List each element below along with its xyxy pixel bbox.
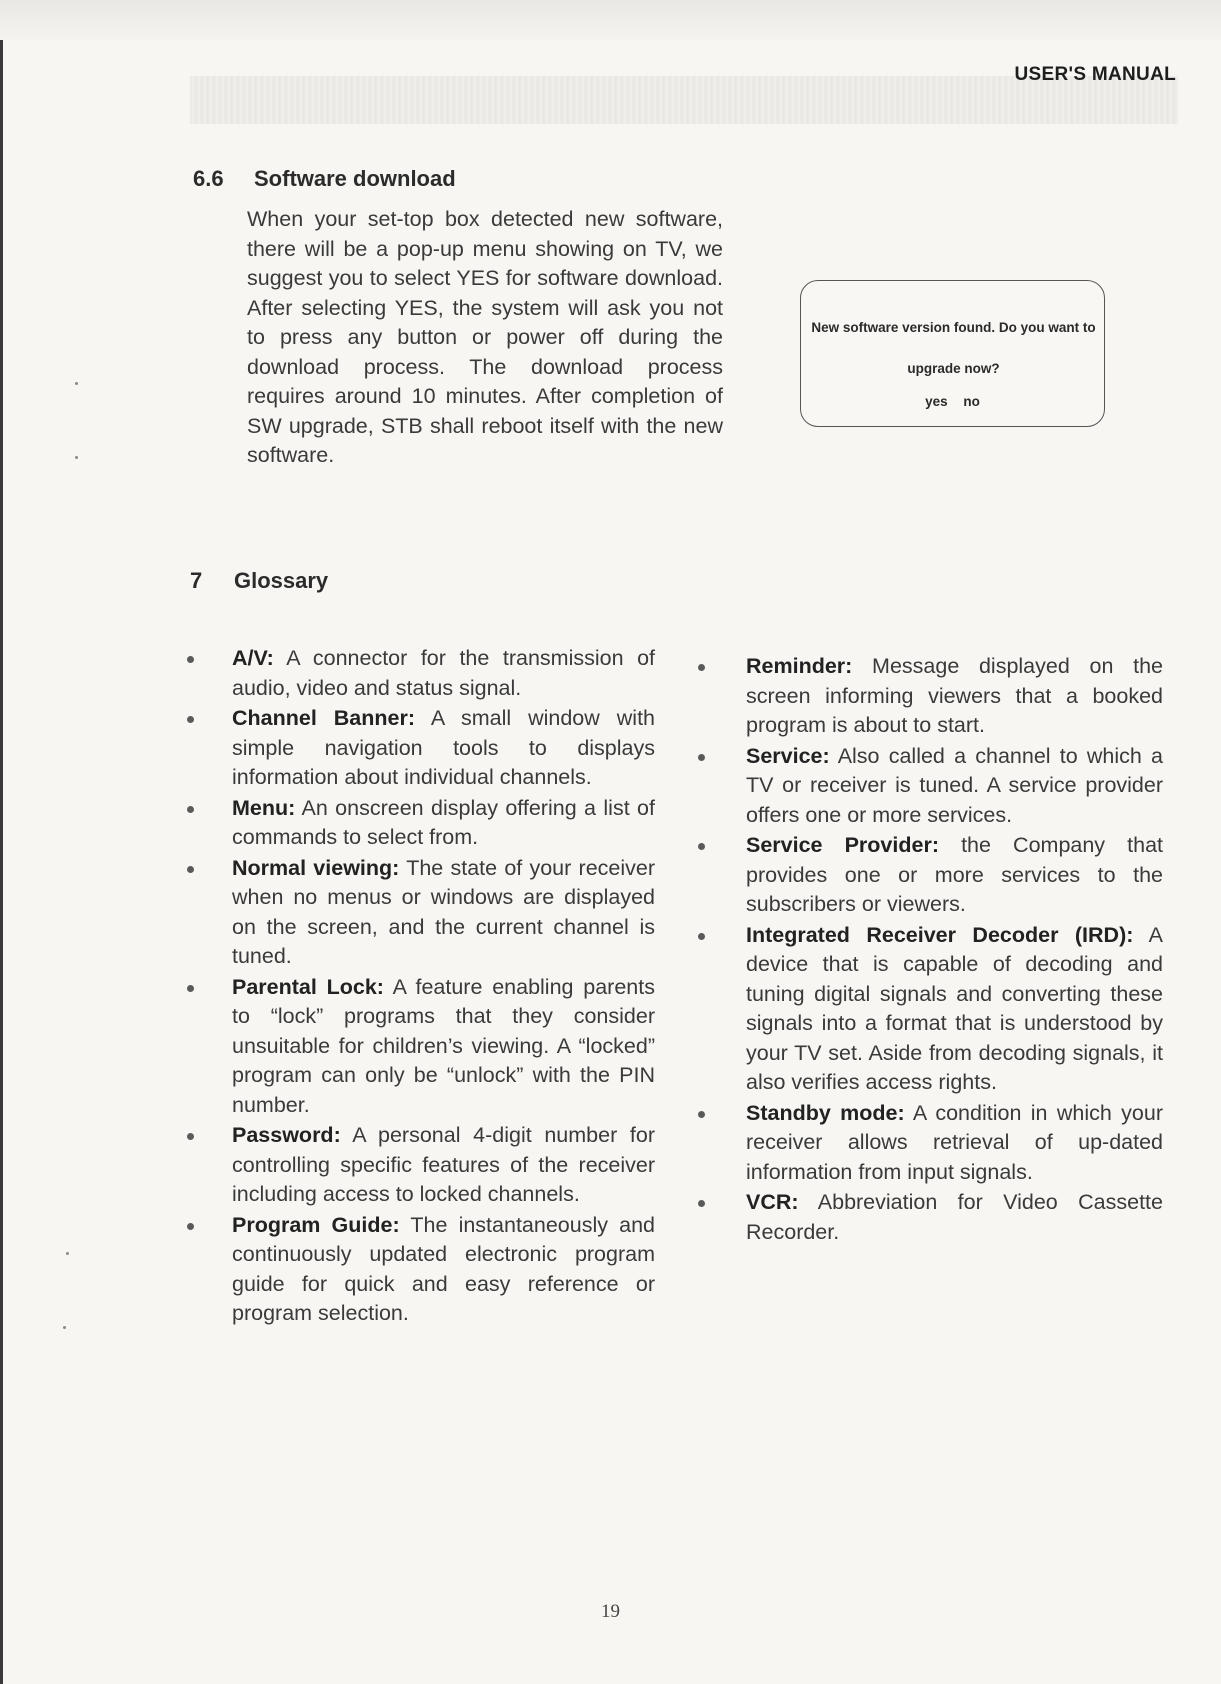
glossary-definition: Abbreviation for Video Cassette Recorder. <box>746 1190 1163 1244</box>
glossary-entry <box>698 1188 1163 1247</box>
scan-speck <box>75 456 78 459</box>
section-title: Software download <box>254 166 456 191</box>
glossary-term: Integrated Receiver Decoder (IRD): <box>746 922 1134 947</box>
popup-message: New software version found. Do you want to upgrade now? <box>811 320 1096 376</box>
glossary-term: Standby mode: <box>746 1100 905 1125</box>
glossary-definition: A connector for the transmission of audio, video and status signal. <box>232 646 655 700</box>
glossary-entry <box>187 704 655 793</box>
popup-buttons <box>801 394 1104 409</box>
bullet-icon <box>698 843 705 850</box>
popup-yes-option: yes <box>925 394 948 409</box>
glossary-entry <box>698 921 1163 1098</box>
glossary-term: Normal viewing: <box>232 855 400 880</box>
scan-speck <box>66 1252 69 1255</box>
bullet-icon <box>187 866 194 873</box>
glossary-definition: A personal 4-digit number for controlling specific features of the receiver including access to locked channels. <box>232 1123 655 1206</box>
bullet-icon <box>187 716 194 723</box>
glossary-entry <box>698 831 1163 920</box>
section-paragraph: When your set-top box detected new software, there will be a pop-up menu showing on TV, we suggest you to select YES for software download. After selecting YES, the system will ask you not to press any button or power off during the download process. The download process requires around 10 minutes. After completion of SW upgrade, STB shall reboot itself with the new software. <box>247 207 723 467</box>
bullet-icon <box>698 664 705 671</box>
glossary-term: Channel Banner: <box>232 706 416 730</box>
glossary-term: Parental Lock: <box>232 974 384 999</box>
scan-speck <box>75 382 78 385</box>
glossary-entry <box>698 652 1163 741</box>
glossary-term: Service Provider: <box>746 833 939 857</box>
section-number: 6.6 <box>193 166 224 191</box>
glossary-definition: A small window with simple navigation tools to displays information about individual channels. <box>232 706 655 789</box>
glossary-entry <box>698 1099 1163 1188</box>
bullet-icon <box>187 1133 194 1140</box>
glossary-entry <box>187 644 655 703</box>
glossary-term: Service: <box>746 743 830 768</box>
bullet-icon <box>187 985 194 992</box>
glossary-left-column <box>187 644 655 1330</box>
bullet-icon <box>187 656 194 663</box>
glossary-definition: The state of your receiver when no menus or windows are displayed on the screen, and the current channel is tuned. <box>232 855 656 968</box>
bullet-icon <box>698 933 705 940</box>
scan-edge-line <box>0 0 3 1684</box>
glossary-right-column <box>698 652 1163 1248</box>
bullet-icon <box>187 1223 194 1230</box>
popup-no-option: no <box>963 394 980 409</box>
glossary-definition: The instantaneously and continuously updated electronic program guide for quick and easy reference or program selection. <box>232 1212 655 1325</box>
glossary-definition: A condition in which your receiver allows retrieval of up-dated information from input signals. <box>746 1100 1163 1184</box>
glossary-entry <box>187 1211 655 1329</box>
page-number: 19 <box>601 1601 620 1622</box>
glossary-entry <box>187 794 655 853</box>
glossary-definition: An onscreen display offering a list of commands to select from. <box>232 795 655 849</box>
glossary-term: Menu: <box>232 795 296 820</box>
header-title: USER'S MANUAL <box>1014 64 1176 85</box>
glossary-term: Program Guide: <box>232 1212 400 1237</box>
scan-speck <box>63 1326 66 1329</box>
upgrade-popup-illustration <box>800 280 1105 427</box>
bullet-icon <box>187 806 194 813</box>
glossary-definition: A device that is capable of decoding and tuning digital signals and converting these signals into a format that is understood by your TV set. Aside from decoding signals, it also verifies access rights. <box>746 922 1163 1094</box>
bullet-icon <box>698 754 705 761</box>
bullet-icon <box>698 1111 705 1118</box>
glossary-definition: A feature enabling parents to “lock” programs that they consider unsuitable for children’s viewing. A “locked” program can only be “unlock” with the PIN number. <box>232 974 655 1117</box>
scan-top-margin <box>0 0 1221 40</box>
glossary-entry <box>187 854 655 972</box>
glossary-term: A/V: <box>232 646 274 670</box>
glossary-definition: the Company that provides one or more services to the subscribers or viewers. <box>746 833 1164 916</box>
glossary-term: VCR: <box>746 1190 799 1214</box>
section-title: Glossary <box>234 568 329 593</box>
glossary-entry <box>187 973 655 1121</box>
glossary-term: Password: <box>232 1123 341 1147</box>
glossary-definition: Message displayed on the screen informing viewers that a booked program is about to start. <box>746 654 1163 737</box>
glossary-definition: Also called a channel to which a TV or receiver is tuned. A service provider offers one or more services. <box>746 743 1163 827</box>
glossary-entry <box>698 742 1163 831</box>
glossary-term: Reminder: <box>746 654 853 678</box>
section-number: 7 <box>190 568 203 593</box>
glossary-entry <box>187 1121 655 1210</box>
bullet-icon <box>698 1200 705 1207</box>
